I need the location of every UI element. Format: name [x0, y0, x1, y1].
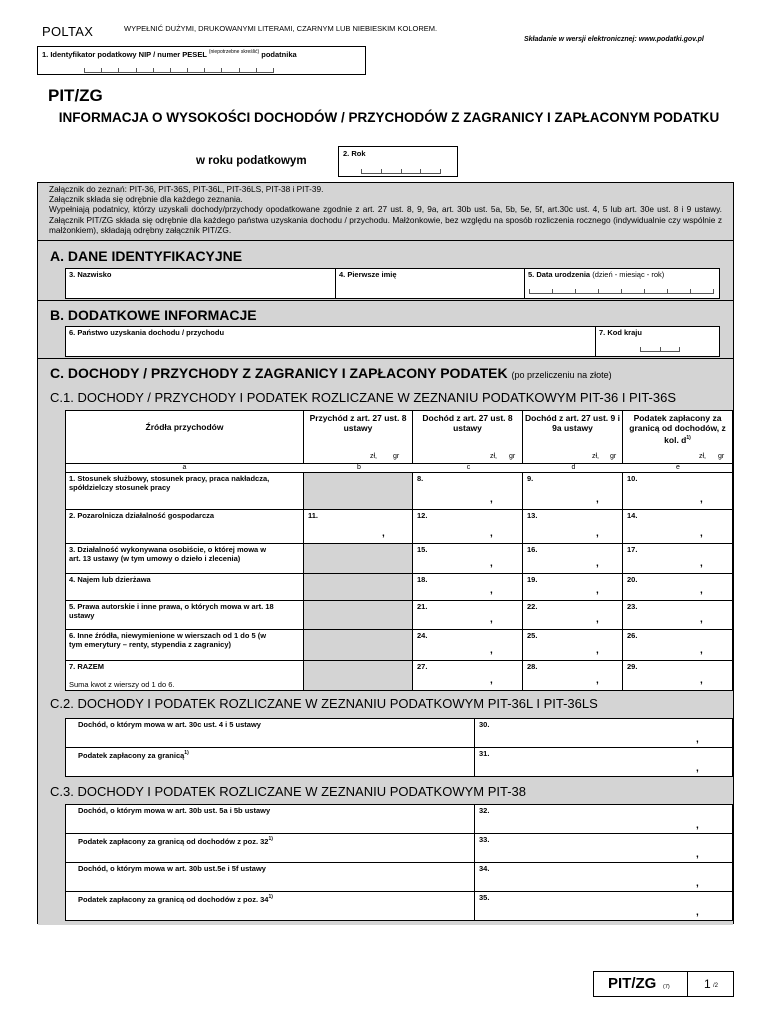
c1-table — [65, 410, 733, 690]
field-number: 15. — [417, 545, 428, 554]
year-field[interactable] — [338, 146, 458, 177]
letter-b: b — [357, 464, 361, 471]
decimal-separator: , — [700, 614, 703, 625]
brand-name: POLTAX — [42, 24, 94, 39]
field-number: 33. — [479, 835, 490, 844]
disabled-cell — [303, 600, 413, 630]
decimal-separator: , — [490, 528, 493, 539]
row-label — [65, 804, 475, 834]
c1-row-label-text: 6. Inne źródła, niewymienione w wierszach od 1 do 5 (w tym emerytury – renty, stypendia z zagranicy) — [69, 631, 267, 649]
surname-label: 3. Nazwisko — [69, 270, 112, 279]
c1-title: C.1. DOCHODY / PRZYCHODY I PODATEK ROZLICZANE W ZEZNANIU PODATKOWYM PIT-36 I PIT-36S — [50, 390, 677, 405]
decimal-separator: , — [382, 528, 385, 539]
amount-field-11[interactable] — [303, 509, 413, 544]
amount-field-29[interactable] — [622, 660, 733, 691]
decimal-separator: , — [700, 528, 703, 539]
field-number: 17. — [627, 545, 638, 554]
col-d-gr: gr — [610, 453, 617, 460]
amount-field-24[interactable] — [412, 629, 523, 661]
col-b-title: Przychód z art. 27 ust. 8 ustawy — [309, 413, 407, 433]
decimal-separator: , — [700, 645, 703, 656]
field-number: 24. — [417, 631, 428, 640]
surname-field[interactable] — [65, 268, 336, 299]
col-e-header — [622, 410, 733, 464]
field-number: 16. — [527, 545, 538, 554]
row-label — [65, 747, 475, 777]
row-label-text: Dochód, o którym mowa w art. 30c ust. 4 i 5 ustawy — [78, 720, 261, 729]
intro-line-2: Załącznik składa się odrębnie dla każdego zeznania. — [49, 194, 243, 205]
letter-e: e — [676, 464, 680, 471]
col-b-header — [303, 410, 413, 464]
amount-field-13[interactable] — [522, 509, 623, 544]
section-a-title: A. DANE IDENTYFIKACYJNE — [50, 248, 243, 264]
decimal-separator: , — [596, 645, 599, 656]
form-title: INFORMACJA O WYSOKOŚCI DOCHODÓW / PRZYCHODÓW Z ZAGRANICY I ZAPŁACONYM PODATKU — [58, 110, 720, 125]
decimal-separator: , — [490, 645, 493, 656]
decimal-separator: , — [696, 878, 699, 889]
c1-row-label — [65, 472, 304, 510]
field-number: 34. — [479, 864, 490, 873]
decimal-separator: , — [490, 614, 493, 625]
c1-row-label-text: 4. Najem lub dzierżawa — [69, 575, 151, 584]
birth-date-field[interactable] — [524, 268, 720, 299]
amount-field-12[interactable] — [412, 509, 523, 544]
amount-field-30[interactable] — [474, 718, 733, 748]
amount-field-26[interactable] — [622, 629, 733, 661]
c1-row-label — [65, 629, 304, 661]
decimal-separator: , — [596, 614, 599, 625]
amount-field-20[interactable] — [622, 573, 733, 601]
field-number: 35. — [479, 893, 490, 902]
amount-field-27[interactable] — [412, 660, 523, 691]
row-label-text: Dochód, o którym mowa w art. 30b ust. 5a i 5b ustawy — [78, 806, 271, 815]
decimal-separator: , — [596, 585, 599, 596]
c1-row-label-text: 5. Prawa autorskie i inne prawa, o których mowa w art. 18 ustawy — [69, 602, 274, 620]
col-c-zl: zł, — [490, 453, 497, 460]
first-name-field[interactable] — [335, 268, 525, 299]
field-number: 18. — [417, 575, 428, 584]
decimal-separator: , — [696, 907, 699, 918]
field-number: 22. — [527, 602, 538, 611]
row-label — [65, 833, 475, 863]
c1-row-label — [65, 660, 304, 691]
amount-field-35[interactable] — [474, 891, 733, 921]
amount-field-21[interactable] — [412, 600, 523, 630]
field-number: 29. — [627, 662, 638, 671]
electronic-filing-note: Składanie w wersji elektronicznej: www.podatki.gov.pl — [524, 36, 704, 43]
footer-form-box — [593, 971, 734, 997]
amount-field-34[interactable] — [474, 862, 733, 892]
c1-row-label — [65, 600, 304, 630]
field-number: 27. — [417, 662, 428, 671]
decimal-separator: , — [696, 849, 699, 860]
decimal-separator: , — [596, 558, 599, 569]
c1-row-label — [65, 573, 304, 601]
letter-a: a — [182, 464, 187, 471]
decimal-separator: , — [490, 675, 493, 686]
decimal-separator: , — [696, 820, 699, 831]
amount-field-9[interactable] — [522, 472, 623, 510]
amount-field-31[interactable] — [474, 747, 733, 777]
amount-field-33[interactable] — [474, 833, 733, 863]
footer-version: (7) — [663, 984, 670, 990]
disabled-cell — [303, 472, 413, 510]
decimal-separator: , — [490, 494, 493, 505]
decimal-separator: , — [700, 585, 703, 596]
col-a-header — [65, 410, 304, 464]
intro-line-3: Wypełniają podatnicy, którzy uzyskali dochody/przychody opodatkowane zgodnie z art. 27 ust. 8, 9, 9a, art. 30b ust. 5a, 5b, 5e, 5f, art.30c ust. 4, 5 lub art. 30e ust. 8 i 9 ustawy. Załącznik PIT/ZG składa się odrębnie dla każdego państwa uzyskania dochodu / przychodu. Małżonkowie, bez względu na sposób rozliczenia rocznego (indywidualnie czy wspólnie z małżonkiem), składają odrębny załącznik PIT/ZG. — [49, 204, 722, 235]
row-label-text: Podatek zapłacony za granicą od dochodów z poz. 32$^{1)}$ — [78, 836, 273, 846]
amount-field-19[interactable] — [522, 573, 623, 601]
col-b-gr: gr — [393, 453, 400, 460]
intro-line-1: Załącznik do zeznań: PIT-36, PIT-36S, PIT-36L, PIT-36LS, PIT-38 i PIT-39. — [49, 184, 324, 194]
field-number: 21. — [417, 602, 428, 611]
amount-field-16[interactable] — [522, 543, 623, 574]
field-number: 19. — [527, 575, 538, 584]
field-number: 10. — [627, 474, 638, 483]
field-number: 23. — [627, 602, 638, 611]
row-label-text: Podatek zapłacony za granicą$^{1)}$ — [78, 750, 189, 760]
country-code-field[interactable] — [595, 326, 720, 357]
section-b — [38, 300, 733, 359]
field-number: 30. — [479, 720, 490, 729]
first-name-label: 4. Pierwsze imię — [339, 270, 397, 279]
col-b-zl: zł, — [370, 453, 377, 460]
nip-field[interactable] — [37, 46, 366, 75]
amount-field-22[interactable] — [522, 600, 623, 630]
letter-d: d — [571, 464, 576, 471]
row-label-text: Dochód, o którym mowa w art. 30b ust.5e i 5f ustawy — [78, 864, 266, 873]
intro-text — [38, 183, 733, 240]
decimal-separator: , — [596, 528, 599, 539]
decimal-separator: , — [490, 558, 493, 569]
section-c-title: C. DOCHODY / PRZYCHODY Z ZAGRANICY I ZAPŁACONY PODATEK (po przeliczeniu na złote) — [50, 365, 612, 381]
decimal-separator: , — [700, 558, 703, 569]
field-number: 8. — [417, 474, 424, 483]
decimal-separator: , — [696, 763, 699, 774]
birth-date-label: 5. Data urodzenia (dzień - miesiąc - rok) — [528, 270, 665, 279]
c1-row-label — [65, 509, 304, 544]
year-field-label: 2. Rok — [343, 149, 366, 158]
year-digit-boxes — [361, 169, 441, 174]
c1-row-label-text: 7. RAZEM — [69, 662, 105, 671]
c1-row-label-text: 2. Pozarolnicza działalność gospodarcza — [69, 511, 215, 520]
amount-field-10[interactable] — [622, 472, 733, 510]
c2-title: C.2. DOCHODY I PODATEK ROZLICZANE W ZEZNANIU PODATKOWYM PIT-36L I PIT-36LS — [50, 696, 598, 711]
field-number: 20. — [627, 575, 638, 584]
field-number: 14. — [627, 511, 638, 520]
amount-field-32[interactable] — [474, 804, 733, 834]
col-d-title: Dochód z art. 27 ust. 9 i 9a ustawy — [525, 413, 620, 433]
form-code: PIT/ZG — [48, 86, 103, 105]
amount-field-14[interactable] — [622, 509, 733, 544]
row-label — [65, 891, 475, 921]
field-number: 13. — [527, 511, 538, 520]
disabled-cell — [303, 629, 413, 661]
field-number: 28. — [527, 662, 538, 671]
nip-digit-boxes — [84, 68, 274, 73]
row-label — [65, 862, 475, 892]
field-number: 11. — [308, 511, 319, 520]
disabled-cell — [303, 573, 413, 601]
amount-field-17[interactable] — [622, 543, 733, 574]
col-d-header — [522, 410, 623, 464]
amount-field-18[interactable] — [412, 573, 523, 601]
field-number: 9. — [527, 474, 534, 483]
c1-row-label — [65, 543, 304, 574]
field-number: 12. — [417, 511, 428, 520]
col-e-zl: zł, — [699, 453, 706, 460]
country-code-boxes — [640, 347, 680, 352]
amount-field-25[interactable] — [522, 629, 623, 661]
amount-field-8[interactable] — [412, 472, 523, 510]
c1-row-sublabel: Suma kwot z wierszy od 1 do 6. — [69, 680, 175, 689]
footer-divider — [687, 972, 688, 996]
decimal-separator: , — [696, 734, 699, 745]
c3-title: C.3. DOCHODY I PODATEK ROZLICZANE W ZEZNANIU PODATKOWYM PIT-38 — [50, 784, 526, 799]
col-c-gr: gr — [509, 453, 516, 460]
c1-row-label-text: 1. Stosunek służbowy, stosunek pracy, praca nakładcza, spółdzielczy stosunek pracy — [69, 474, 270, 492]
decimal-separator: , — [700, 494, 703, 505]
disabled-cell — [303, 660, 413, 691]
disabled-cell — [303, 543, 413, 574]
letter-c: c — [466, 464, 471, 471]
country-code-label: 7. Kod kraju — [599, 328, 642, 337]
tax-year-label: w roku podatkowym — [196, 155, 307, 167]
country-field[interactable] — [65, 326, 596, 357]
field-number: 26. — [627, 631, 638, 640]
footer-page: 1 — [704, 977, 711, 991]
c1-row-label-text: 3. Działalność wykonywana osobiście, o której mowa w art. 13 ustawy (w tym umowy o dzieło i zlecenia) — [69, 545, 267, 563]
field-number: 25. — [527, 631, 538, 640]
row-label-text: Podatek zapłacony za granicą od dochodów z poz. 34$^{1)}$ — [78, 894, 273, 904]
col-c-title: Dochód z art. 27 ust. 8 ustawy — [422, 413, 513, 433]
section-a — [38, 240, 733, 301]
birth-date-boxes — [529, 289, 714, 294]
c3-table — [65, 804, 733, 924]
col-e-title: Podatek zapłacony za granicą od dochodów, z kol. $d^{1)}$ — [629, 413, 726, 445]
decimal-separator: , — [596, 675, 599, 686]
decimal-separator: , — [596, 494, 599, 505]
amount-field-28[interactable] — [522, 660, 623, 691]
amount-field-15[interactable] — [412, 543, 523, 574]
c2-table — [65, 718, 733, 778]
col-a-title: Źródła przychodów — [145, 422, 224, 432]
amount-field-23[interactable] — [622, 600, 733, 630]
col-e-gr: gr — [718, 453, 725, 460]
country-label: 6. Państwo uzyskania dochodu / przychodu — [69, 328, 225, 337]
col-d-zl: zł, — [592, 453, 599, 460]
fill-instruction: WYPEŁNIĆ DUŻYMI, DRUKOWANYMI LITERAMI, CZARNYM LUB NIEBIESKIM KOLOREM. — [124, 24, 438, 33]
field-number: 32. — [479, 806, 490, 815]
nip-label: 1. Identyfikator podatkowy NIP / numer PESEL $^{(niepotrzebne skreślić)}$ podatnika — [42, 49, 297, 59]
col-c-header — [412, 410, 523, 464]
row-label — [65, 718, 475, 748]
footer-form-code: PIT/ZG — [608, 975, 657, 992]
footer-pages: /2 — [713, 983, 719, 989]
decimal-separator: , — [700, 675, 703, 686]
section-b-title: B. DODATKOWE INFORMACJE — [50, 307, 257, 323]
field-number: 31. — [479, 749, 490, 758]
decimal-separator: , — [490, 585, 493, 596]
